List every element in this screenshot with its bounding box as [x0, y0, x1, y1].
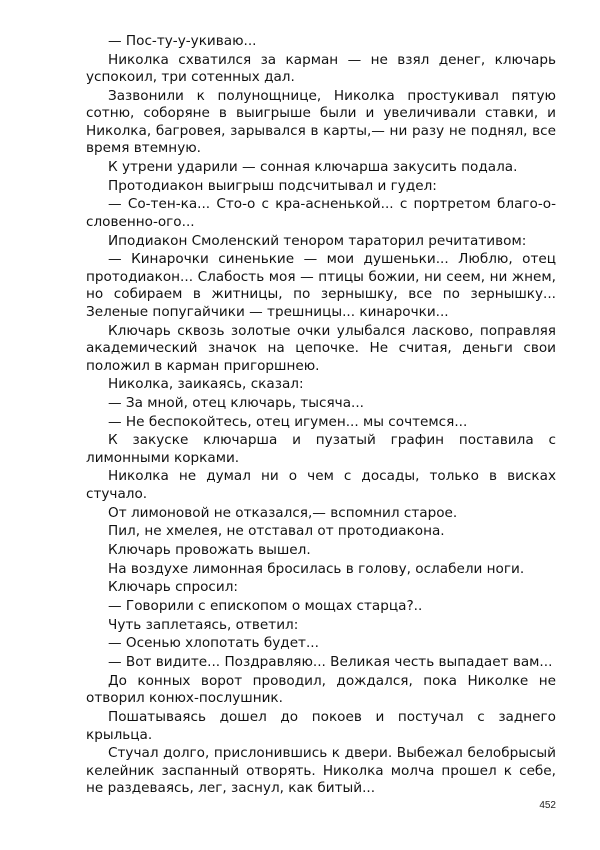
paragraph: — Кинарочки синенькие — мои душеньки... Люблю, отец протодиакон... Слабость моя — птицы божии, ни сеем, ни жнем, но собираем в житницы, по зернышку, все по зернышку... Зеленые попугайчики — трешницы... кинарочки...	[86, 251, 556, 320]
paragraph: На воздухе лимонная бросилась в голову, ослабели ноги.	[108, 560, 525, 577]
paragraph: Николка схватился за карман — не взял денег, ключарь успокоил, три сотенных дал.	[86, 51, 556, 86]
paragraph: К закуске ключарша и пузатый графин поставила с лимонными корками.	[86, 432, 556, 466]
paragraph: Ключарь провожать вышел.	[108, 542, 311, 558]
paragraph: — За мной, отец ключарь, тысяча...	[108, 394, 365, 411]
paragraph: К утрени ударили — сонная ключарша закусить подала.	[108, 159, 518, 176]
paragraph: Николка, заикаясь, сказал:	[108, 376, 304, 393]
paragraph: — Пос-ту-у-укиваю...	[108, 33, 257, 49]
paragraph: Ключарь спросил:	[108, 579, 238, 596]
paragraph: Протодиакон выигрыш подсчитывал и гудел:	[108, 177, 437, 194]
paragraph: Пошатываясь дошел до покоев и постучал с заднего крыльца.	[86, 709, 556, 743]
paragraph: Зазвонили к полунощнице, Николка простукивал пятую сотню, соборяне в выигрыше были и увеличивали ставки, и Николка, багровея, зарывался в карты,— ни разу не поднял, все время втемную.	[86, 87, 556, 157]
paragraph: Пил, не хмелея, не отставал от протодиакона.	[108, 523, 445, 540]
paragraph: — Осенью хлопотать будет...	[108, 635, 319, 652]
paragraph: Николка не думал ни о чем с досады, только в висках стучало.	[86, 468, 556, 502]
paragraph: — Со-тен-ка... Сто-о с кра-асненькой... с портретом благо-о-словенно-ого...	[86, 196, 556, 230]
page-number: 452	[539, 800, 556, 811]
paragraph: — Не беспокойтесь, отец игумен... мы сочтемся...	[108, 413, 468, 430]
paragraph: Ключарь сквозь золотые очки улыбался ласково, поправляя академический значок на цепочке. Не считая, деньги свои положил в карман пригоршнею.	[86, 322, 556, 374]
paragraph: От лимоновой не отказался,— вспомнил старое.	[108, 504, 458, 521]
paragraph: Чуть заплетаясь, ответил:	[108, 616, 299, 633]
paragraph: До конных ворот проводил, дождался, пока Николке не отворил конюх-послушник.	[86, 672, 556, 707]
paragraph: Иподиакон Смоленский тенором тараторил речитативом:	[108, 232, 527, 249]
paragraph: — Говорили с епископом о мощах старца?..	[108, 598, 423, 615]
paragraph: Стучал долго, прислонившись к двери. Выбежал белобрысый келейник заспанный отворять. Николка молча прошел к себе, не раздеваясь, лег, заснул, как битый...	[86, 745, 556, 797]
paragraph: — Вот видите... Поздравляю... Великая честь выпадает вам...	[108, 654, 553, 671]
body-text	[86, 33, 556, 799]
